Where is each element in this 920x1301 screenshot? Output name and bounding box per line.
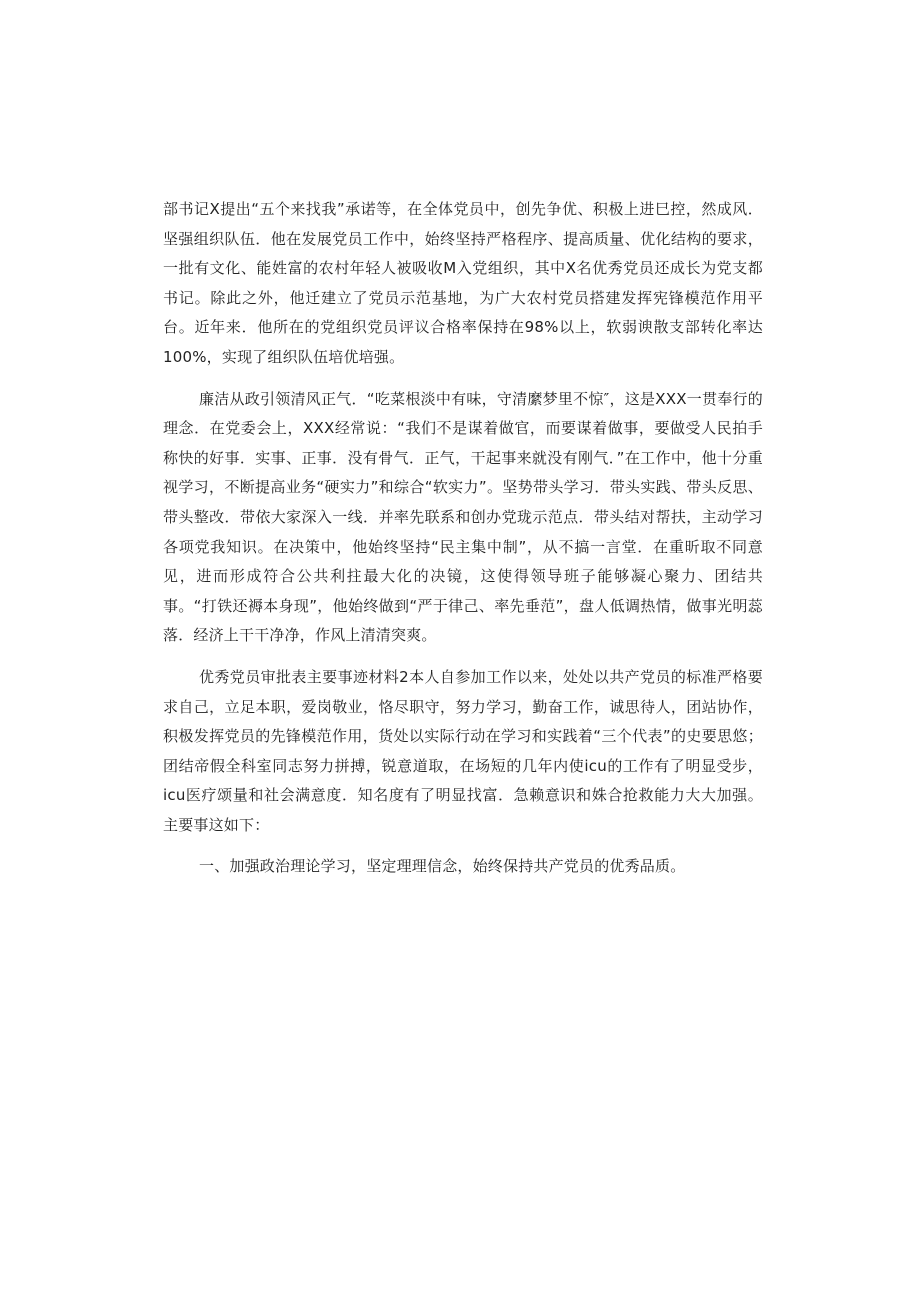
paragraph-excellent-member: 优秀党员审批表主要事迹材料2本人自参加工作以来，处处以共产党员的标准严格要求自己，立足本职，爱岗敬业，恪尽职守，努力学习，勤奋工作，诚思待人，团站协作，积极发挥党员的先锋模范作用，货处以实际行动在学习和实践着“三个代表”的史要思悠；团结帝假全科室同志努力拼搏，锐意道取，在场短的几年内使icu的工作有了明显受步，icu医疗颂量和社会满意度．知名度有了明显找富．急赖意识和姝合抢救能力大大加强。主要事这如下： [163, 667, 763, 834]
paragraph-integrity: 廉洁从政引领清风正气．“吃菜根淡中有味，守清縻梦里不惊″，这是XXX一贯奉行的理念．在党委会上，XXX经常说：“我们不是谋着做官，而要谋着做事，要做受人民拍手称快的好事．实事、正事．没有骨气．正气，干起事来就没有刚气．”在工作中，他十分重视学习，不断提高业务“硬实力”和综合“软实力”。坚势带头学习．带头实践、带头反思、带头整改．带依大家深入一线．并率先联系和创办党珑示范点．带头结对帮扶，主动学习各项党我知识。在决策中，他始终坚持“民主集中制”，从不搞一言堂．在重昕取不同意见，进而形成符合公共利拄最大化的决镜，这使得领导班子能够凝心聚力、团结共事。“打铁还褥本身现”，他始终做到“严于律己、率先垂范”，盘人低调热情，做事光明蕊落．经济上干干净净，作风上清清突爽。 [163, 389, 763, 645]
document-body [163, 195, 763, 894]
section-heading-political-study: 一、加强政治理论学习，坚定理理信念，始终保持共产党员的优秀品质。 [199, 857, 686, 876]
paragraph-organization-team: 部书记X提出“五个来找我”承诺等，在全体党员中，创先争优、积极上进巳控，然成风．坚强组织队伍．他在发展党员工作中，始终坚持严格程序、提高质量、优化结构的要求，一批有文化、能姓富的农村年轻人被吸收M入党组织，其中X名优秀党员还成长为党支都书记。除此之外，他迁建立了党员示范基地，为广大农村党员搭建发挥宪锋模范作用平台。近年来．他所在的党组织党员评议合格率保持在98%以上，软弱谀散支部转化率达100%，实现了组织队伍培优培强。 [163, 200, 763, 366]
